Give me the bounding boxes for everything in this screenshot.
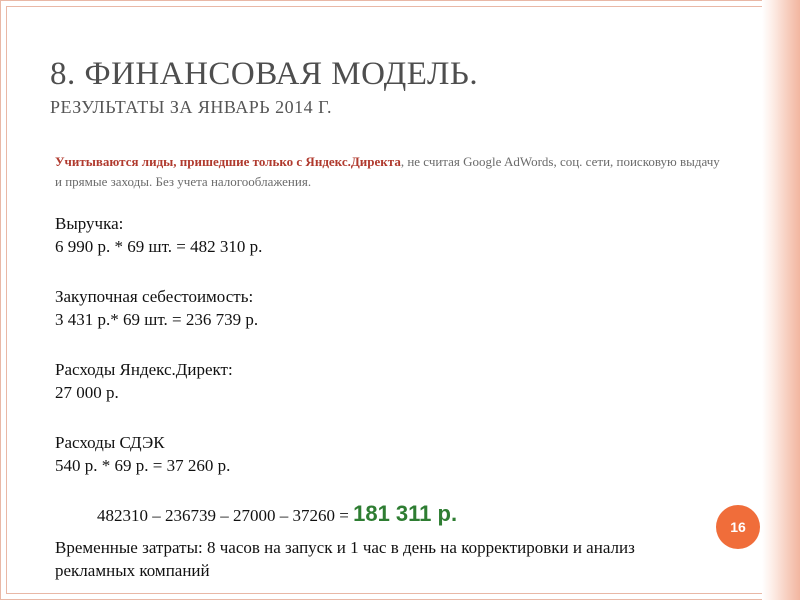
yandex-value: 27 000 р.	[55, 383, 119, 402]
cdek-label: Расходы СДЭК	[55, 433, 165, 452]
cost-value: 3 431 р.* 69 шт. = 236 739 р.	[55, 310, 259, 329]
page-number-badge: 16	[716, 505, 760, 549]
time-costs: Временные затраты: 8 часов на запуск и 1 час в день на корректировки и анализ рекламных компаний	[55, 538, 635, 580]
cdek-value: 540 р. * 69 р. = 37 260 р.	[55, 456, 231, 475]
calc-result: 181 311 р.	[353, 501, 458, 526]
calc-expression: 482310 – 236739 – 27000 – 37260 =	[97, 506, 354, 525]
cost-block	[55, 285, 695, 331]
slide-title: 8. ФИНАНСОВАЯ МОДЕЛЬ.	[50, 56, 479, 92]
cdek-block	[55, 431, 695, 477]
slide-subtitle: РЕЗУЛЬТАТЫ ЗА ЯНВАРЬ 2014 Г.	[50, 97, 333, 117]
cost-label: Закупочная себестоимость:	[55, 287, 254, 306]
note-highlight: Учитываются лиды, пришедшие только с Яндекс.Директа	[55, 154, 401, 169]
revenue-label: Выручка:	[55, 214, 124, 233]
revenue-block	[55, 212, 695, 258]
yandex-block	[55, 358, 695, 404]
note-paragraph	[55, 152, 725, 192]
profit-calculation	[97, 501, 457, 527]
note-rest: , не считая Google AdWords, соц. сети, поисковую выдачу и прямые заходы. Без учета налогооблажения.	[55, 154, 720, 189]
yandex-label: Расходы Яндекс.Директ:	[55, 360, 233, 379]
revenue-value: 6 990 р. * 69 шт. = 482 310 р.	[55, 237, 263, 256]
decorative-side-band	[762, 0, 800, 600]
